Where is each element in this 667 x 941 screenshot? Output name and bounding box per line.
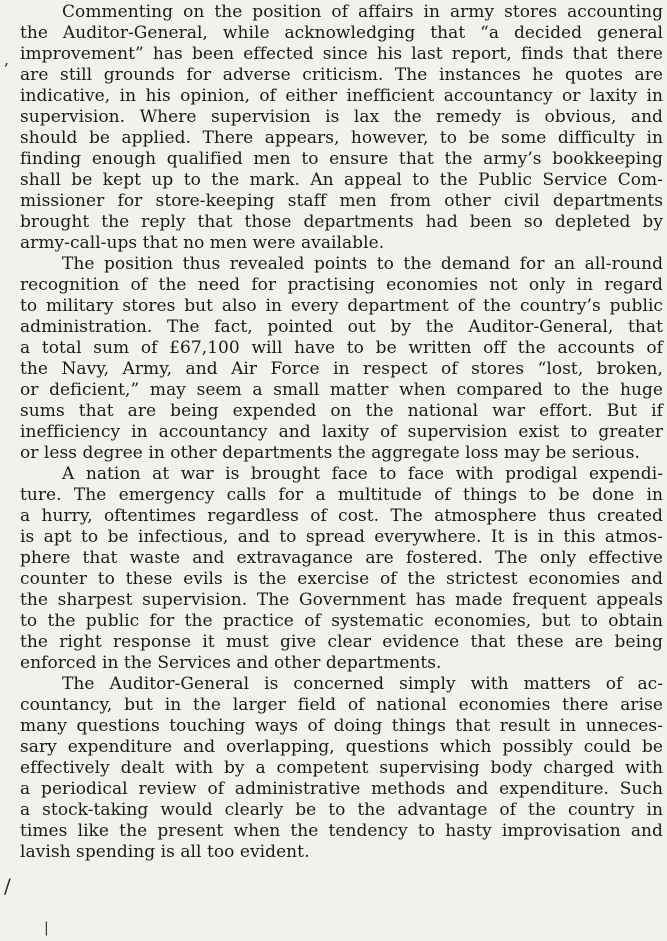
text-line: sary expenditure and overlapping, questions which possibly could be [20, 737, 663, 757]
paragraph-2 [0, 254, 667, 464]
text-line: The Auditor-General is concerned simply with matters of ac- [62, 674, 663, 694]
text-line: indicative, in his opinion, of either inefficient accountancy or laxity in [20, 86, 663, 106]
text-line: a total sum of £67,100 will have to be written off the accounts of [20, 338, 663, 358]
text-line: administration. The fact, pointed out by the Auditor-General, that [20, 317, 663, 337]
text-line: finding enough qualified men to ensure that the army’s bookkeeping [20, 149, 663, 169]
text-line: countancy, but in the larger field of national economies there arise [20, 695, 663, 715]
text-line: improvement” has been effected since his last report, finds that there [20, 44, 663, 64]
text-line: many questions touching ways of doing things that result in unneces- [20, 716, 663, 736]
margin-mark-icon: , [4, 50, 10, 69]
text-line: the Auditor-General, while acknowledging that “a decided general [20, 23, 663, 43]
text-line: a stock-taking would clearly be to the advantage of the country in [20, 800, 663, 820]
text-line: Commenting on the position of affairs in army stores accounting [62, 2, 663, 22]
margin-tick-icon: | [44, 920, 49, 936]
text-line: or deficient,” may seem a small matter when compared to the huge [20, 380, 663, 400]
text-line: enforced in the Services and other departments. [20, 653, 442, 673]
text-line: missioner for store-keeping staff men from other civil departments [20, 191, 663, 211]
text-line: is apt to be infectious, and to spread everywhere. It is in this atmos- [20, 527, 663, 547]
text-line: to the public for the practice of systematic economies, but to obtain [20, 611, 663, 631]
text-line: ture. The emergency calls for a multitude of things to be done in [20, 485, 663, 505]
text-line: shall be kept up to the mark. An appeal to the Public Service Com- [20, 170, 663, 190]
text-line: times like the present when the tendency to hasty improvisation and [20, 821, 663, 841]
paragraph-1 [0, 2, 667, 254]
text-line: a hurry, oftentimes regardless of cost. The atmosphere thus created [20, 506, 663, 526]
text-line: counter to these evils is the exercise of the strictest economies and [20, 569, 663, 589]
text-line: or less degree in other departments the aggregate loss may be serious. [20, 443, 640, 463]
text-line: sums that are being expended on the national war effort. But if [20, 401, 663, 421]
text-line: the Navy, Army, and Air Force in respect of stores “lost, broken, [20, 359, 663, 379]
text-line: army-call-ups that no men were available. [20, 233, 385, 253]
text-line: lavish spending is all too evident. [20, 842, 310, 862]
text-line: are still grounds for adverse criticism. The instances he quotes are [20, 65, 663, 85]
text-line: recognition of the need for practising economies not only in regard [20, 275, 663, 295]
text-line: effectively dealt with by a competent supervising body charged with [20, 758, 663, 778]
text-line: the right response it must give clear evidence that these are being [20, 632, 663, 652]
text-line: supervision. Where supervision is lax the remedy is obvious, and [20, 107, 663, 127]
text-line: should be applied. There appears, however, to be some difficulty in [20, 128, 663, 148]
text-line: A nation at war is brought face to face with prodigal expendi- [62, 464, 663, 484]
text-line: the sharpest supervision. The Government has made frequent appeals [20, 590, 663, 610]
text-line: brought the reply that those departments had been so depleted by [20, 212, 663, 232]
text-line: a periodical review of administrative methods and expenditure. Such [20, 779, 663, 799]
text-line: phere that waste and extravagance are fostered. The only effective [20, 548, 663, 568]
text-line: The position thus revealed points to the demand for an all-round [62, 254, 663, 274]
paragraph-4 [0, 674, 667, 863]
pencil-mark-icon: / [4, 874, 11, 898]
text-line: to military stores but also in every department of the country’s public [20, 296, 663, 316]
text-line: inefficiency in accountancy and laxity of supervision exist to greater [20, 422, 663, 442]
paragraph-3 [0, 464, 667, 674]
